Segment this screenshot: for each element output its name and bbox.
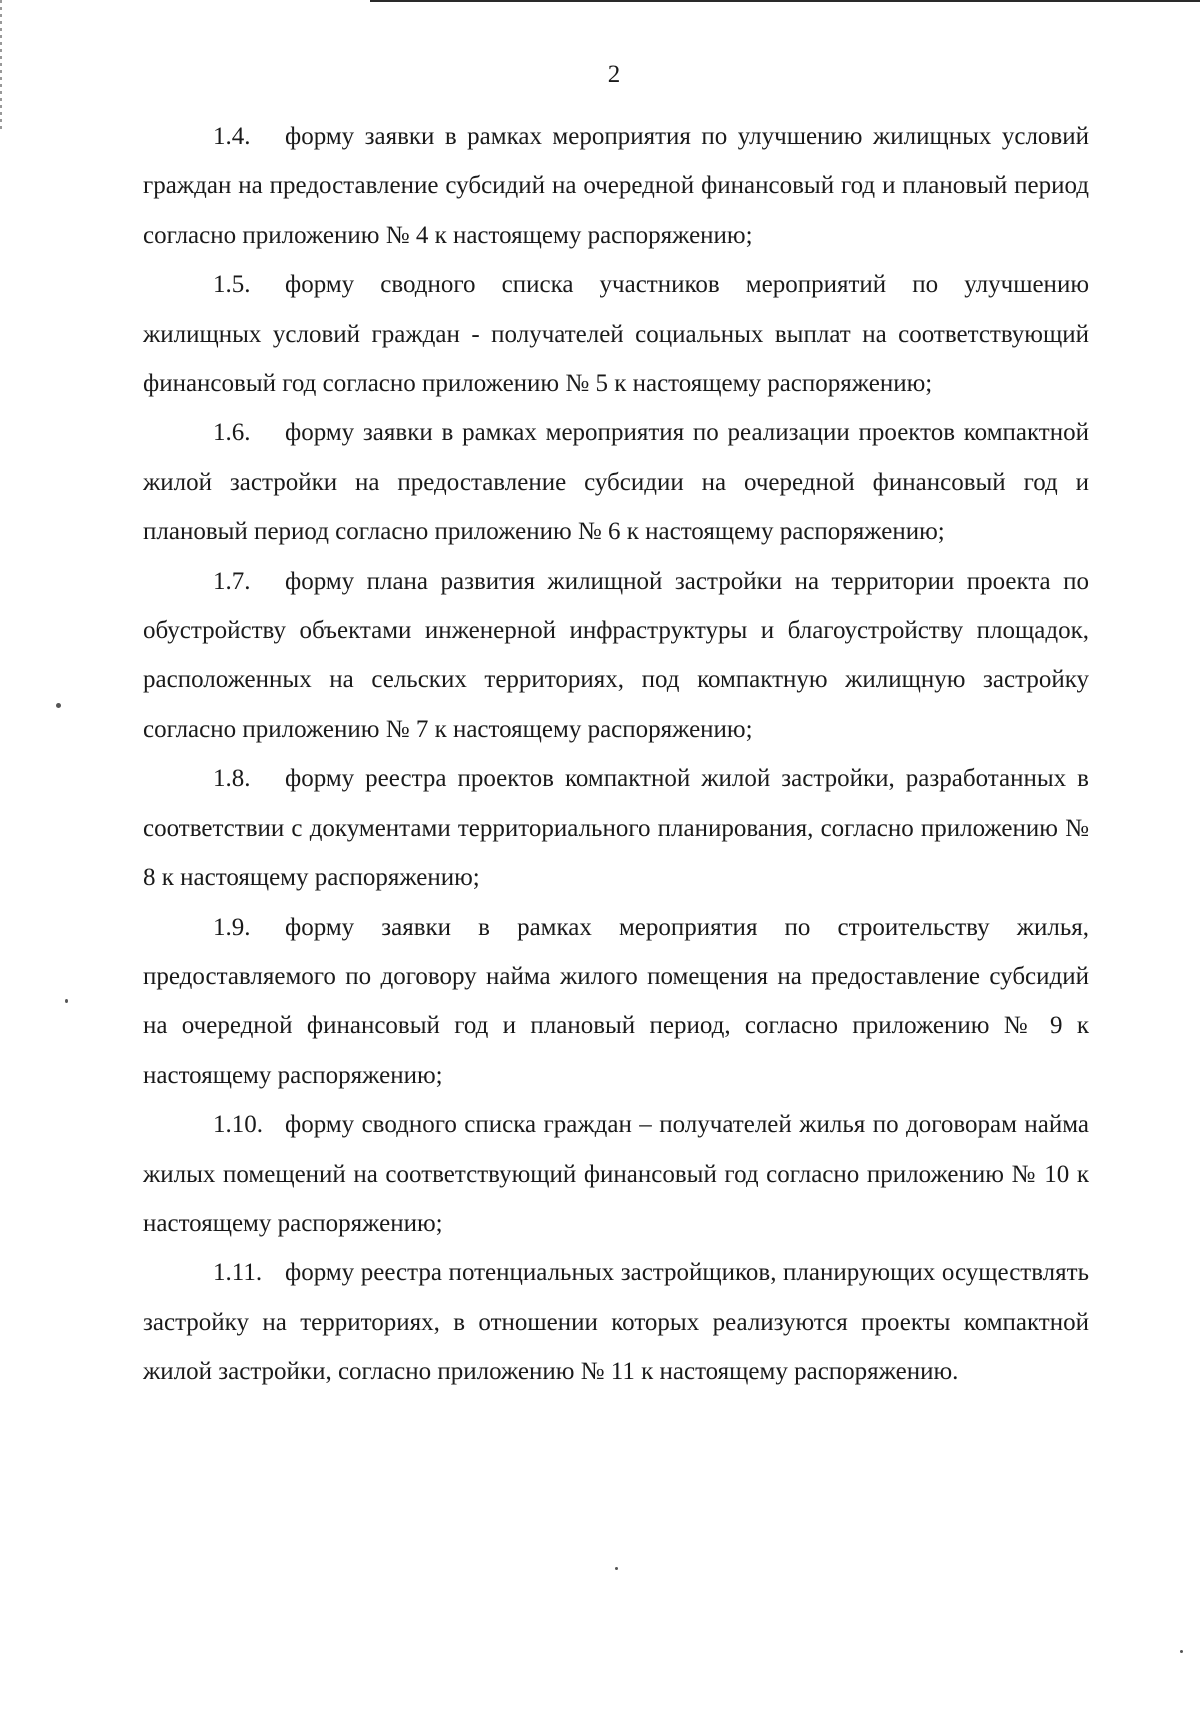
paragraph-text: форму реестра потенциальных застройщиков, планирующих осуществлять застройку на территориях, в отношении которых реализуются проекты компактной жилой застройки, согласно приложению № 11 к настоящему распоряжению. <box>143 1259 1089 1386</box>
scan-speck <box>615 1567 618 1570</box>
scan-speck <box>56 703 61 708</box>
paragraph-text: форму реестра проектов компактной жилой застройки, разработанных в соответствии с документами территориального планирования, согласно приложению № 8 к настоящему распоряжению; <box>143 765 1089 892</box>
paragraph-1-6 <box>143 408 1089 556</box>
paragraph-1-5 <box>143 260 1089 408</box>
paragraph-text: форму плана развития жилищной застройки на территории проекта по обустройству объектами инженерной инфраструктуры и благоустройству площадок, расположенных на сельских территориях, под компактную жилищную застройку согласно приложению № 7 к настоящему распоряжению; <box>143 567 1089 743</box>
paragraph-number: 1.9. <box>213 913 251 941</box>
paragraph-number: 1.11. <box>213 1259 263 1287</box>
paragraph-number: 1.7. <box>213 567 251 595</box>
paragraph-1-7 <box>143 557 1089 755</box>
paragraph-text: форму сводного списка участников мероприятий по улучшению жилищных условий граждан - получателей социальных выплат на соответствующий финансовый год согласно приложению № 5 к настоящему распоряжению; <box>143 271 1089 398</box>
paragraph-text: форму заявки в рамках мероприятия по строительству жилья, предоставляемого по договору найма жилого помещения на предоставление субсидий на очередной финансовый год и плановый период, согласно приложению № 9 к настоящему распоряжению; <box>143 913 1089 1089</box>
paragraph-1-8 <box>143 754 1089 902</box>
paragraph-1-10 <box>143 1100 1089 1248</box>
paragraph-1-9 <box>143 903 1089 1101</box>
scan-speck <box>1180 1650 1183 1653</box>
paragraph-number: 1.8. <box>213 765 251 793</box>
paragraph-text: форму сводного списка граждан – получателей жилья по договорам найма жилых помещений на соответствующий финансовый год согласно приложению № 10 к настоящему распоряжению; <box>143 1111 1089 1237</box>
paragraph-number: 1.6. <box>213 419 251 447</box>
document-body <box>143 112 1089 1397</box>
paragraph-1-4 <box>143 112 1089 260</box>
paragraph-number: 1.4. <box>213 123 251 150</box>
paragraph-text: форму заявки в рамках мероприятия по улучшению жилищных условий граждан на предоставление субсидий на очередной финансовый год и плановый период согласно приложению № 4 к настоящему распоряжению; <box>143 123 1089 249</box>
paragraph-1-11 <box>143 1248 1089 1396</box>
scan-speck <box>65 999 68 1003</box>
top-rule <box>370 0 1200 2</box>
paragraph-text: форму заявки в рамках мероприятия по реализации проектов компактной жилой застройки на предоставление субсидии на очередной финансовый год и плановый период согласно приложению № 6 к настоящему распоряжению; <box>143 419 1089 546</box>
page-number: 2 <box>607 61 621 88</box>
paragraph-number: 1.10. <box>213 1111 263 1139</box>
paragraph-number: 1.5. <box>213 271 251 299</box>
